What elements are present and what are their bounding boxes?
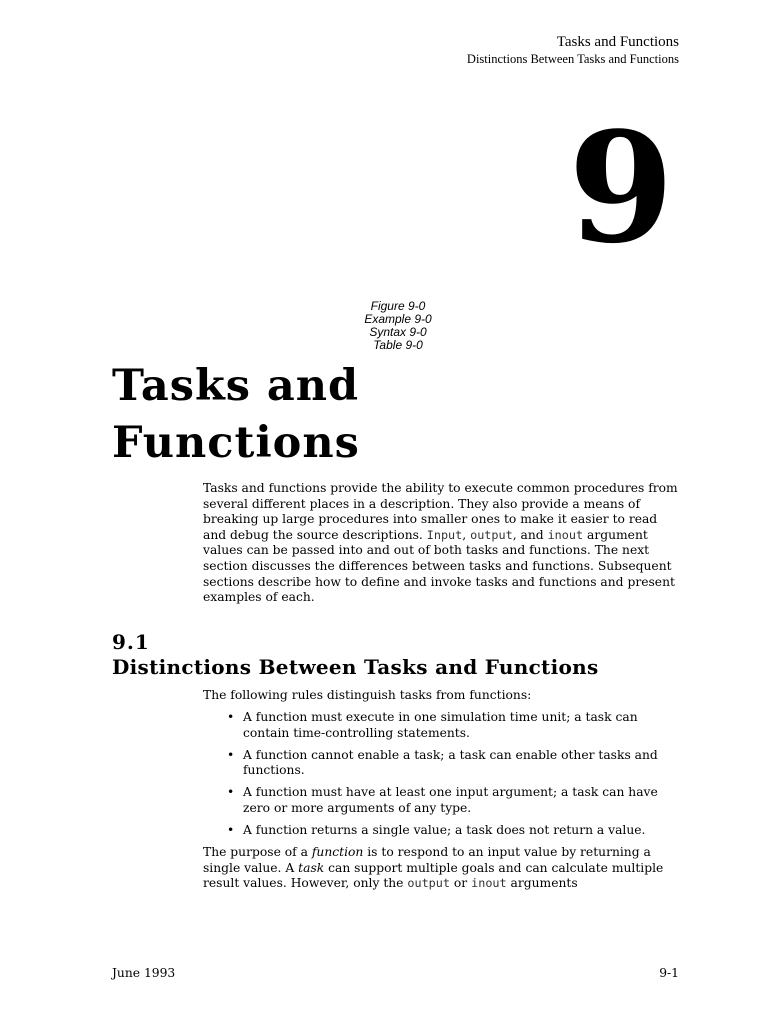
list-item: [203, 785, 683, 816]
list-item: [203, 710, 683, 741]
intro-sep-1: ,: [462, 527, 471, 542]
keyword-input: Input: [426, 527, 463, 542]
chapter-title-line-2: Functions: [112, 418, 360, 468]
chapter-title-line-1: Tasks and: [112, 361, 360, 411]
intro-text-1: Tasks and functions provide the ability to execute common procedures from several different places in a description. They also provide a means of breaking up large procedures into smaller ones to make it easier to read and debug the source descriptions.: [203, 481, 678, 542]
marker-list: [335, 300, 461, 352]
emphasis-function: function: [311, 845, 364, 859]
rule-text: A function returns a single value; a task does not return a value.: [243, 823, 646, 838]
chapter-number: 9: [568, 98, 674, 277]
keyword-inout: inout: [547, 527, 584, 542]
list-item: [203, 748, 683, 779]
bullet-icon: •: [227, 785, 235, 800]
figure-marker: Figure 9-0: [370, 299, 426, 313]
running-header-subtitle: Distinctions Between Tasks and Functions: [466, 52, 679, 66]
rule-text: A function must execute in one simulation time unit; a task can contain time-controlling statements.: [243, 710, 638, 740]
list-item: [203, 823, 683, 839]
running-header-title: Tasks and Functions: [556, 34, 679, 50]
purpose-text-2: is to respond to an input value by returning a single value. A: [203, 845, 651, 875]
rule-text: A function cannot enable a task; a task can enable other tasks and functions.: [243, 747, 658, 778]
table-marker: Table 9-0: [373, 338, 423, 352]
intro-paragraph: [203, 481, 683, 606]
chapter-title: [112, 358, 360, 472]
rules-list: [203, 710, 683, 845]
bullet-icon: •: [227, 710, 235, 724]
keyword-output: output: [470, 527, 513, 542]
section-title: Distinctions Between Tasks and Functions: [112, 655, 599, 679]
keyword-output: output: [407, 876, 450, 891]
example-marker: Example 9-0: [364, 312, 432, 326]
purpose-text-5: arguments: [506, 876, 578, 891]
purpose-text-1: The purpose of a: [203, 845, 312, 859]
emphasis-task: task: [298, 860, 325, 875]
section-number: 9.1: [112, 630, 150, 654]
purpose-text-3: can support multiple goals and can calculate multiple result values. However, only the: [203, 860, 664, 891]
purpose-text-4: or: [450, 876, 472, 891]
page-number: 9-1: [659, 966, 679, 980]
keyword-inout: inout: [471, 876, 507, 891]
footer-date: June 1993: [112, 966, 176, 980]
intro-sep-2: , and: [512, 527, 548, 542]
purpose-paragraph: [203, 845, 683, 892]
intro-text-2: argument values can be passed into and out of both tasks and functions. The next section discusses the differences between tasks and functions. Subsequent sections describe how to define and invoke tasks and functions and present examples of each.: [203, 527, 675, 605]
syntax-marker: Syntax 9-0: [369, 325, 427, 339]
bullet-icon: •: [227, 747, 235, 762]
bullet-icon: •: [227, 823, 235, 838]
rule-text: A function must have at least one input argument; a task can have zero or more arguments of any type.: [243, 785, 658, 815]
rules-intro: The following rules distinguish tasks from functions:: [203, 688, 532, 702]
